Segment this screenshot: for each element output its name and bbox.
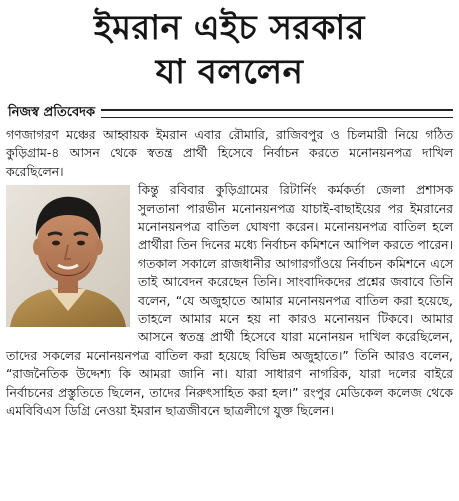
- portrait-image: [6, 185, 130, 327]
- headline: [6, 6, 453, 94]
- headline-line-1: ইমরান এইচ সরকার: [93, 8, 365, 48]
- paragraph-1: গণজাগরণ মঞ্চের আহ্বায়ক ইমরান এবার রৌমারি, রাজিবপুর ও চিলমারী নিয়ে গঠিত কুড়িগ্রাম-৪ আসন থেকে স্বতন্ত্র প্রার্থী হিসেবে নির্বাচন করতে মনোনয়নপত্র দাখিল করেছিলেন।: [6, 127, 453, 179]
- portrait-photo: [6, 185, 130, 327]
- byline-row: [6, 102, 453, 124]
- news-clipping: [0, 6, 459, 501]
- byline: নিজস্ব প্রতিবেদক: [8, 104, 96, 120]
- byline-rule: [101, 109, 453, 118]
- headline-line-2: যা বললেন: [155, 52, 304, 92]
- paragraph-2: কিন্তু রবিবার কুড়িগ্রামের রিটার্নিং কর্মকর্তা জেলা প্রশাসক সুলতানা পারভীন মনোনয়নপত্র যাচাই-বাছাইয়ের পর ইমরানের মনোনয়নপত্র বাতিল ঘোষণা করেন। মনোনয়নপত্র বাতিল হলে প্রার্থীরা তিন দিনের মধ্যে নির্বাচন কমিশনে আপিল করতে পারেন। গতকাল সকালে রাজধানীর আগারগাঁওয়ে নির্বাচন কমিশনে এসে তাই আবেদন করেছেন তিনি। সাংবাদিকদের প্রশ্নের জবাবে তিনি বলেন, “যে অজুহাতে আমার মনোনয়নপত্র বাতিল করা হয়েছে, তাহলে আমার মনে হয় না কারও মনোনয়ন টিকবে। আমার আসনে স্বতন্ত্র প্রার্থী হিসেবে যারা মনোনয়ন দাখিল করেছিলেন, তাদের সকলের মনোনয়নপত্র বাতিল করা হয়েছে বিভিন্ন অজুহাতে।” তিনি আরও বলেন, “রাজনৈতিক উদ্দেশ্য কি আমরা জানি না। যারা সাধারণ নাগরিক, যারা দলের বাইরে নির্বাচনের প্রস্তুতিতে ছিলেন, তাদের নিরুৎসাহিত করা হল।” রংপুর মেডিকেল কলেজ থেকে এমবিবিএস ডিগ্রি নেওয়া ইমরান ছাত্রজীবনে ছাত্রলীগে যুক্ত ছিলেন।: [6, 182, 453, 419]
- article-body: [6, 126, 453, 421]
